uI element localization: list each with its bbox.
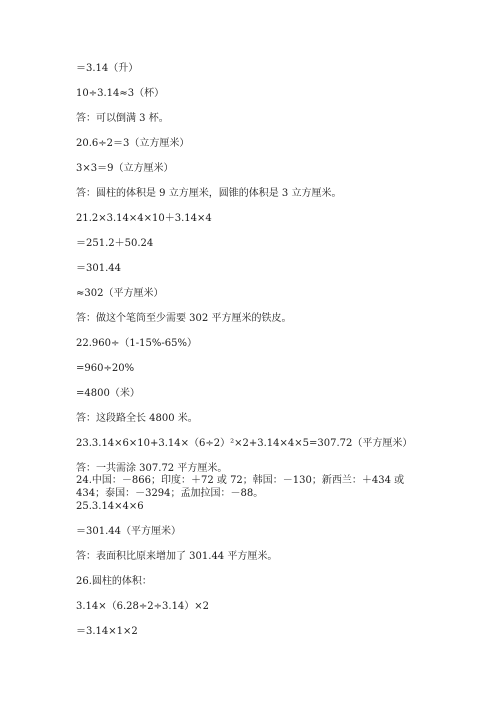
line-2: 10÷3.14≈3（杯） xyxy=(76,88,165,99)
line-4: 20.6÷2＝3（立方厘米） xyxy=(76,138,190,149)
line-13: =960÷20% xyxy=(76,363,135,374)
line-12: 22.960÷（1-15%-65%） xyxy=(76,338,197,349)
line-21: 答：表面积比原来增加了 301.44 平方厘米。 xyxy=(76,551,278,562)
line-18: 24.中国：－866；印度：＋72 或 72；韩国：－130；新西兰：＋434 或 434；泰国：－3294；孟加拉国：－88。 xyxy=(76,475,405,499)
line-9: ＝301.44 xyxy=(76,263,121,274)
line-22: 26.圆柱的体积： xyxy=(76,576,152,587)
line-20: ＝301.44（平方厘米） xyxy=(76,526,181,537)
line-19: 25.3.14×4×6 xyxy=(76,501,144,512)
line-8: ＝251.2＋50.24 xyxy=(76,238,154,249)
line-3: 答：可以倒满 3 杯。 xyxy=(76,113,169,124)
line-1: ＝3.14（升） xyxy=(76,63,139,74)
line-14: =4800（米） xyxy=(76,388,140,399)
line-16: 23.3.14×6×10+3.14×（6÷2）²×2+3.14×4×5=307.72（平方厘米） xyxy=(76,438,413,449)
line-15: 答：这段路全长 4800 米。 xyxy=(76,413,198,424)
line-10: ≈302（平方厘米） xyxy=(76,288,164,299)
line-24: ＝3.14×1×2 xyxy=(76,626,138,637)
line-7: 21.2×3.14×4×10＋3.14×4 xyxy=(76,213,212,224)
line-11: 答：做这个笔筒至少需要 302 平方厘米的铁皮。 xyxy=(76,313,292,324)
line-5: 3×3＝9（立方厘米） xyxy=(76,163,174,174)
line-17: 答：一共需涂 307.72 平方厘米。 xyxy=(76,463,228,474)
line-23: 3.14×（6.28÷2÷3.14）×2 xyxy=(76,601,210,612)
line-6: 答：圆柱的体积是 9 立方厘米，圆锥的体积是 3 立方厘米。 xyxy=(76,188,342,199)
